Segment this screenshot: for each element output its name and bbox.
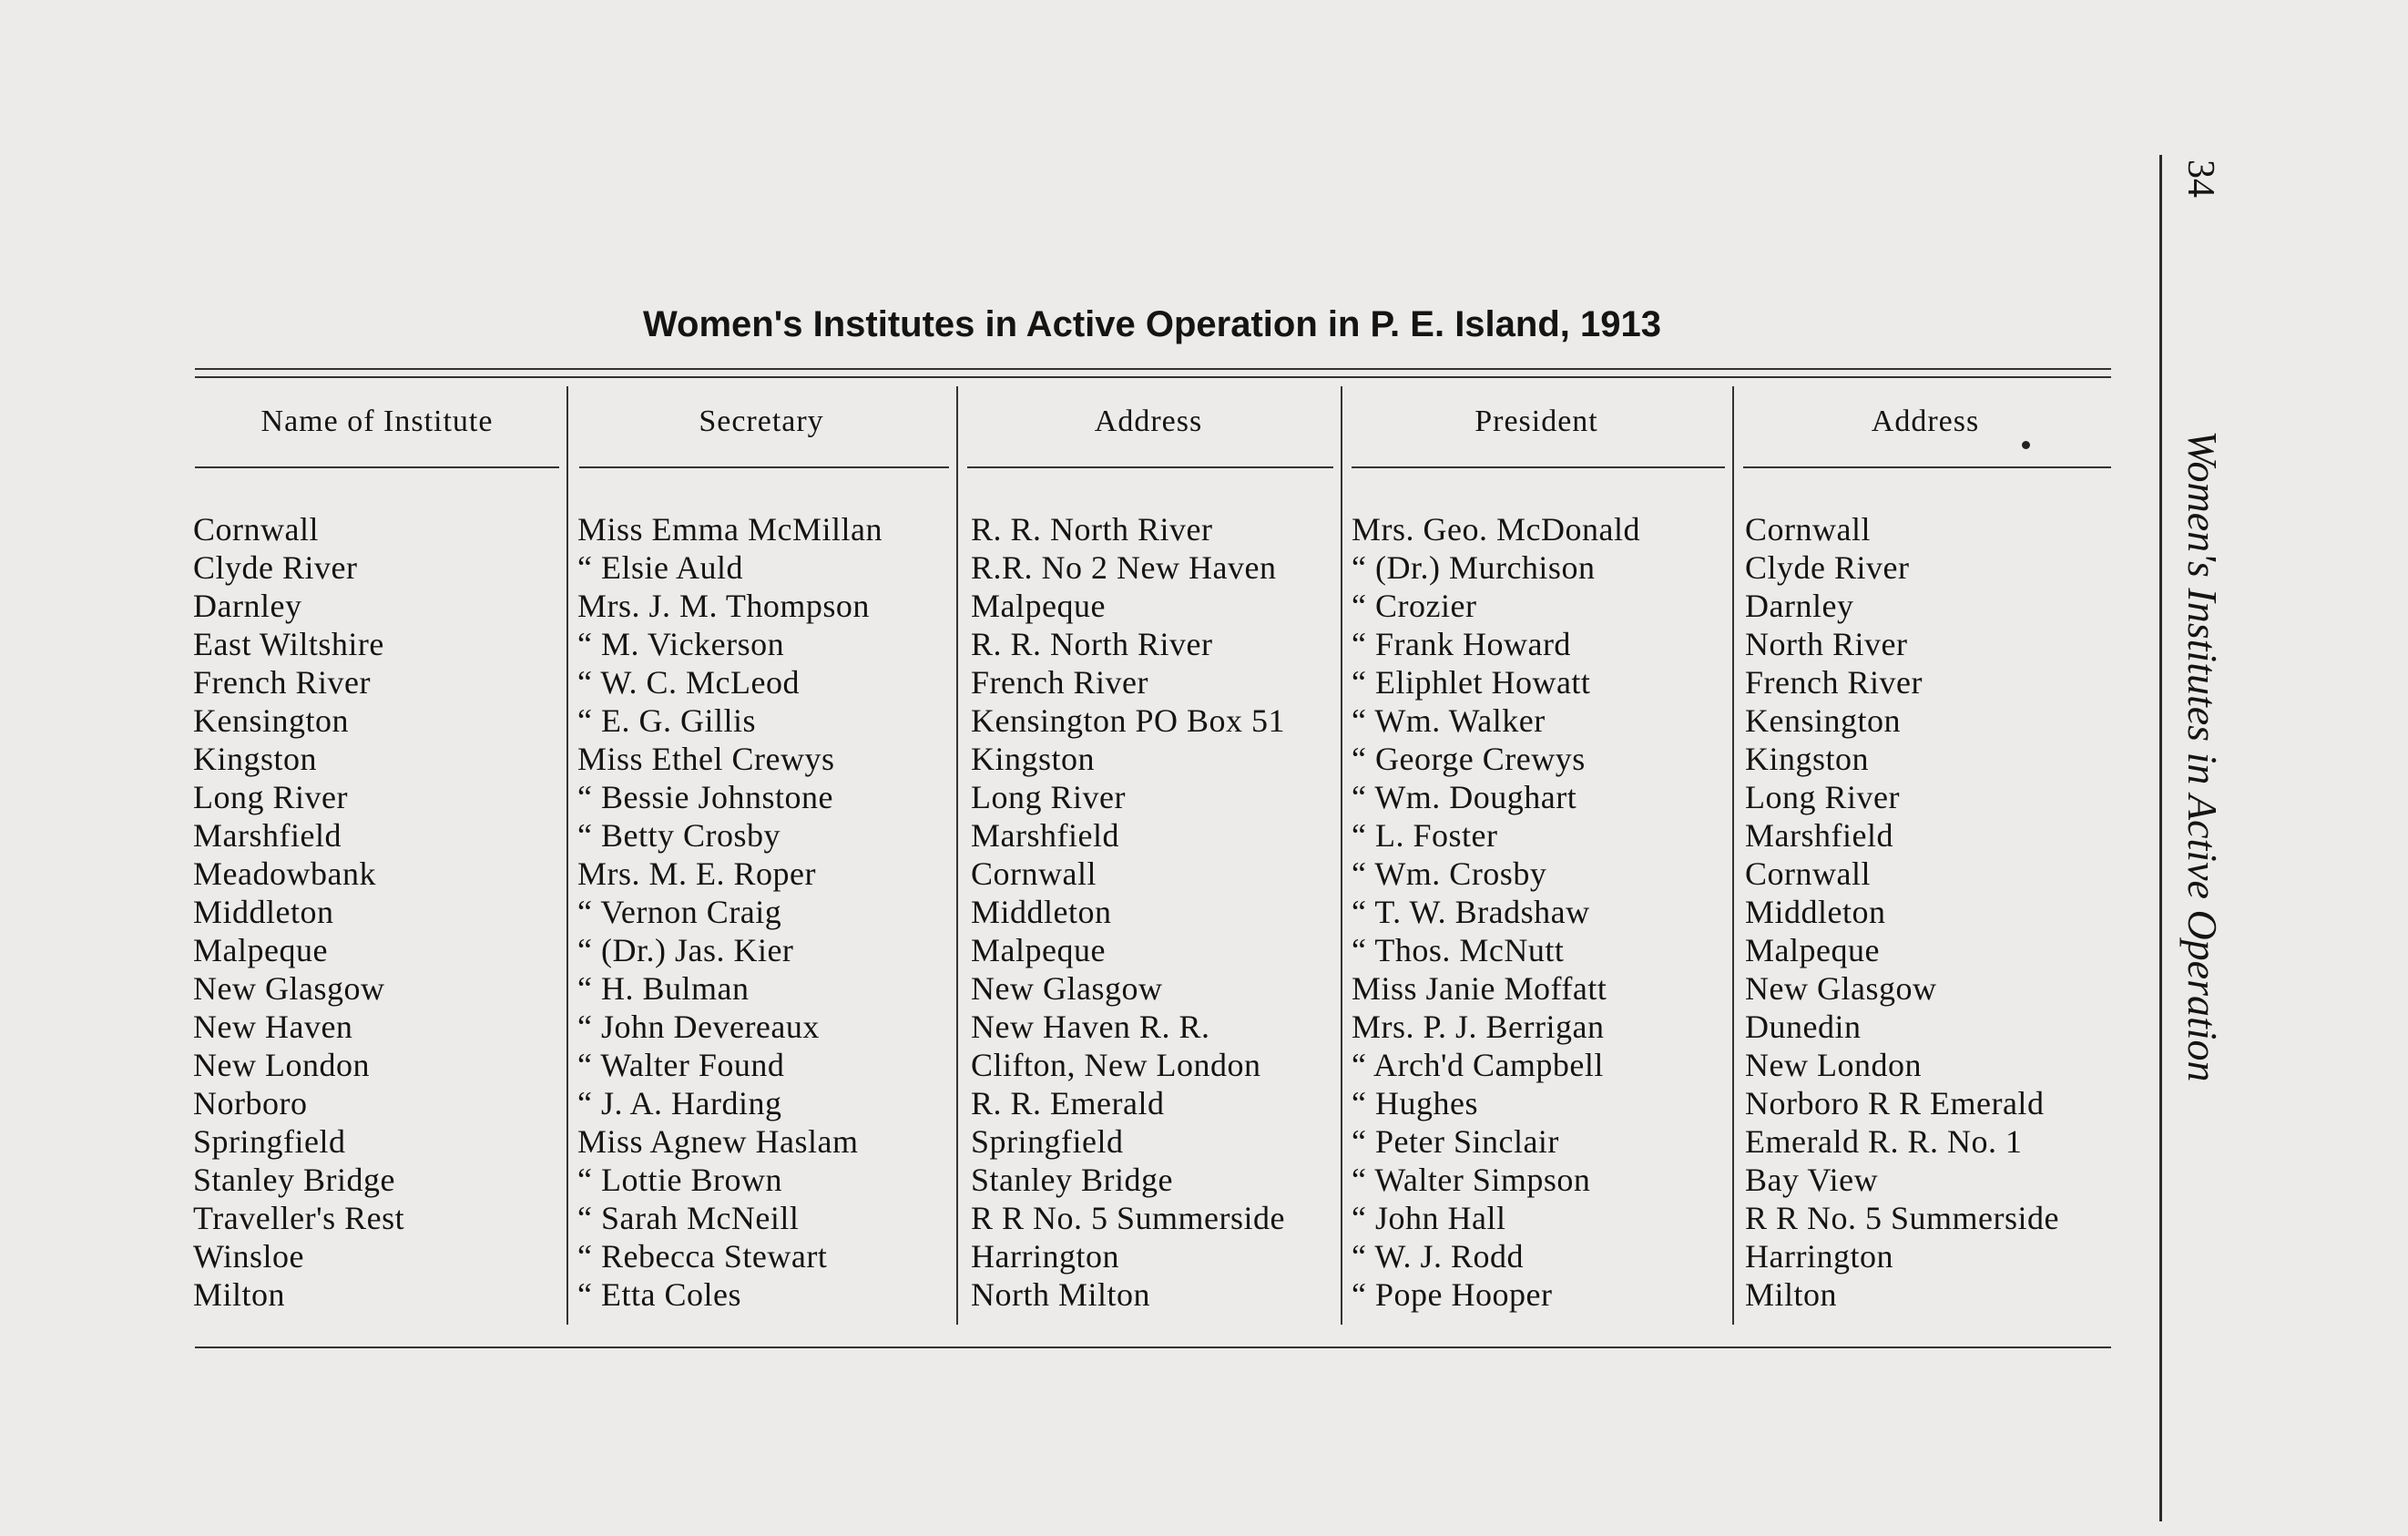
- table-row: [0, 1161, 2186, 1199]
- secretary-name: “ Bessie Johnstone: [577, 779, 833, 815]
- president-address: Darnley: [1745, 588, 1854, 624]
- president-address: Norboro R R Emerald: [1745, 1085, 2045, 1121]
- table-row: [0, 778, 2186, 816]
- president-name: “ Walter Simpson: [1352, 1162, 1591, 1198]
- table-row: [0, 931, 2186, 969]
- table-row: [0, 1237, 2186, 1275]
- institute-name: Kingston: [193, 741, 318, 777]
- institute-name: New Glasgow: [193, 970, 385, 1007]
- ink-dot: [2022, 441, 2030, 449]
- secretary-address: Malpeque: [971, 932, 1106, 968]
- president-address: Kingston: [1745, 741, 1870, 777]
- page-number: 34: [2179, 159, 2221, 198]
- president-address: Malpeque: [1745, 932, 1880, 968]
- secretary-address: Cornwall: [971, 855, 1097, 892]
- institute-name: New London: [193, 1047, 370, 1083]
- president-name: “ George Crewys: [1352, 741, 1586, 777]
- institute-name: Meadowbank: [193, 855, 376, 892]
- secretary-address: Middleton: [971, 894, 1112, 930]
- secretary-address: Clifton, New London: [971, 1047, 1261, 1083]
- table-row: [0, 1199, 2186, 1237]
- table-top-rule: [195, 368, 2111, 370]
- institute-name: Kensington: [193, 702, 349, 739]
- header-underline: [1743, 466, 2111, 468]
- header-underline: [967, 466, 1333, 468]
- president-name: “ Eliphlet Howatt: [1352, 664, 1591, 701]
- president-address: North River: [1745, 626, 1908, 662]
- president-name: “ Wm. Doughart: [1352, 779, 1577, 815]
- secretary-address: Long River: [971, 779, 1126, 815]
- column-header-address: Address: [1094, 404, 1203, 438]
- running-head: Women's Institutes in Active Operation: [2179, 430, 2226, 1082]
- secretary-name: “ J. A. Harding: [577, 1085, 782, 1121]
- secretary-name: “ (Dr.) Jas. Kier: [577, 932, 794, 968]
- president-address: Harrington: [1745, 1238, 1893, 1275]
- header-underline: [1352, 466, 1725, 468]
- table-row: [0, 625, 2186, 663]
- secretary-name: “ Vernon Craig: [577, 894, 782, 930]
- president-name: “ Crozier: [1352, 588, 1477, 624]
- secretary-name: Mrs. J. M. Thompson: [577, 588, 870, 624]
- secretary-name: “ Rebecca Stewart: [577, 1238, 828, 1275]
- president-address: Dunedin: [1745, 1009, 1862, 1045]
- table-row: [0, 816, 2186, 855]
- president-name: “ Wm. Walker: [1352, 702, 1546, 739]
- table-title: Women's Institutes in Active Operation in P. E. Island, 1913: [643, 304, 1661, 344]
- header-underline: [195, 466, 559, 468]
- president-name: Mrs. Geo. McDonald: [1352, 511, 1640, 548]
- secretary-name: Mrs. M. E. Roper: [577, 855, 816, 892]
- secretary-address: Harrington: [971, 1238, 1119, 1275]
- president-name: “ Wm. Crosby: [1352, 855, 1547, 892]
- institute-name: Darnley: [193, 588, 302, 624]
- institute-name: Traveller's Rest: [193, 1200, 405, 1236]
- secretary-address: Kingston: [971, 741, 1096, 777]
- secretary-address: Stanley Bridge: [971, 1162, 1173, 1198]
- table-top-rule-second: [195, 376, 2111, 378]
- table-row: [0, 548, 2186, 587]
- institute-name: Milton: [193, 1276, 286, 1313]
- president-address: Cornwall: [1745, 511, 1871, 548]
- secretary-name: “ Elsie Auld: [577, 549, 743, 586]
- president-address: Milton: [1745, 1276, 1838, 1313]
- secretary-address: R R No. 5 Summerside: [971, 1200, 1286, 1236]
- president-name: “ Hughes: [1352, 1085, 1478, 1121]
- secretary-address: R. R. North River: [971, 511, 1213, 548]
- column-header-institute: Name of Institute: [260, 404, 494, 438]
- president-address: Bay View: [1745, 1162, 1879, 1198]
- president-address: Kensington: [1745, 702, 1901, 739]
- president-address: Emerald R. R. No. 1: [1745, 1123, 2023, 1160]
- secretary-name: “ M. Vickerson: [577, 626, 785, 662]
- institute-name: Winsloe: [193, 1238, 305, 1275]
- president-name: “ John Hall: [1352, 1200, 1506, 1236]
- table-row: [0, 855, 2186, 893]
- president-address: R R No. 5 Summerside: [1745, 1200, 2060, 1236]
- table-row: [0, 510, 2186, 548]
- institute-name: Malpeque: [193, 932, 328, 968]
- column-header-president: President: [1474, 404, 1598, 438]
- secretary-name: “ Betty Crosby: [577, 817, 781, 854]
- president-address: French River: [1745, 664, 1923, 701]
- institute-name: Cornwall: [193, 511, 319, 548]
- table-row: [0, 893, 2186, 931]
- institute-name: Norboro: [193, 1085, 308, 1121]
- secretary-address: Malpeque: [971, 588, 1106, 624]
- secretary-address: New Haven R. R.: [971, 1009, 1210, 1045]
- secretary-name: “ Lottie Brown: [577, 1162, 782, 1198]
- secretary-address: North Milton: [971, 1276, 1151, 1313]
- table-row: [0, 1008, 2186, 1046]
- institute-name: Marshfield: [193, 817, 342, 854]
- institute-name: Stanley Bridge: [193, 1162, 395, 1198]
- president-name: “ W. J. Rodd: [1352, 1238, 1525, 1275]
- institute-name: New Haven: [193, 1009, 353, 1045]
- secretary-name: Miss Ethel Crewys: [577, 741, 835, 777]
- table-row: [0, 1275, 2186, 1314]
- header-underline: [579, 466, 949, 468]
- secretary-address: Kensington PO Box 51: [971, 702, 1286, 739]
- secretary-name: Miss Emma McMillan: [577, 511, 883, 548]
- secretary-name: “ Walter Found: [577, 1047, 785, 1083]
- secretary-name: “ Etta Coles: [577, 1276, 741, 1313]
- president-name: “ L. Foster: [1352, 817, 1498, 854]
- president-address: Marshfield: [1745, 817, 1893, 854]
- president-name: “ (Dr.) Murchison: [1352, 549, 1596, 586]
- secretary-name: “ W. C. McLeod: [577, 664, 800, 701]
- secretary-name: “ Sarah McNeill: [577, 1200, 800, 1236]
- secretary-name: “ E. G. Gillis: [577, 702, 756, 739]
- president-name: Miss Janie Moffatt: [1352, 970, 1607, 1007]
- table-row: [0, 587, 2186, 625]
- president-name: “ Frank Howard: [1352, 626, 1571, 662]
- president-name: “ Arch'd Campbell: [1352, 1047, 1604, 1083]
- table-row: [0, 663, 2186, 701]
- table-row: [0, 969, 2186, 1008]
- institute-name: French River: [193, 664, 371, 701]
- secretary-name: Miss Agnew Haslam: [577, 1123, 859, 1160]
- secretary-address: R. R. North River: [971, 626, 1213, 662]
- table-row: [0, 701, 2186, 740]
- institute-name: Long River: [193, 779, 348, 815]
- table-row: [0, 1122, 2186, 1161]
- secretary-address: Marshfield: [971, 817, 1119, 854]
- secretary-address: R.R. No 2 New Haven: [971, 549, 1277, 586]
- secretary-name: “ H. Bulman: [577, 970, 750, 1007]
- president-address: Long River: [1745, 779, 1900, 815]
- institute-name: Springfield: [193, 1123, 346, 1160]
- institute-name: East Wiltshire: [193, 626, 384, 662]
- institute-name: Clyde River: [193, 549, 358, 586]
- table-row: [0, 1084, 2186, 1122]
- secretary-address: French River: [971, 664, 1148, 701]
- table-row: [0, 740, 2186, 778]
- president-name: “ Thos. McNutt: [1352, 932, 1565, 968]
- president-address: Clyde River: [1745, 549, 1910, 586]
- table-bottom-rule: [195, 1347, 2111, 1348]
- president-name: “ Peter Sinclair: [1352, 1123, 1559, 1160]
- secretary-address: New Glasgow: [971, 970, 1163, 1007]
- president-address: Cornwall: [1745, 855, 1871, 892]
- president-address: New London: [1745, 1047, 1922, 1083]
- president-address: New Glasgow: [1745, 970, 1937, 1007]
- secretary-name: “ John Devereaux: [577, 1009, 820, 1045]
- president-name: Mrs. P. J. Berrigan: [1352, 1009, 1605, 1045]
- secretary-address: R. R. Emerald: [971, 1085, 1165, 1121]
- institute-name: Middleton: [193, 894, 334, 930]
- president-address: Middleton: [1745, 894, 1886, 930]
- table-row: [0, 1046, 2186, 1084]
- column-header-secretary: Secretary: [699, 404, 824, 438]
- column-header-president-address: Address: [1871, 404, 1980, 438]
- president-name: “ Pope Hooper: [1352, 1276, 1553, 1313]
- president-name: “ T. W. Bradshaw: [1352, 894, 1590, 930]
- secretary-address: Springfield: [971, 1123, 1124, 1160]
